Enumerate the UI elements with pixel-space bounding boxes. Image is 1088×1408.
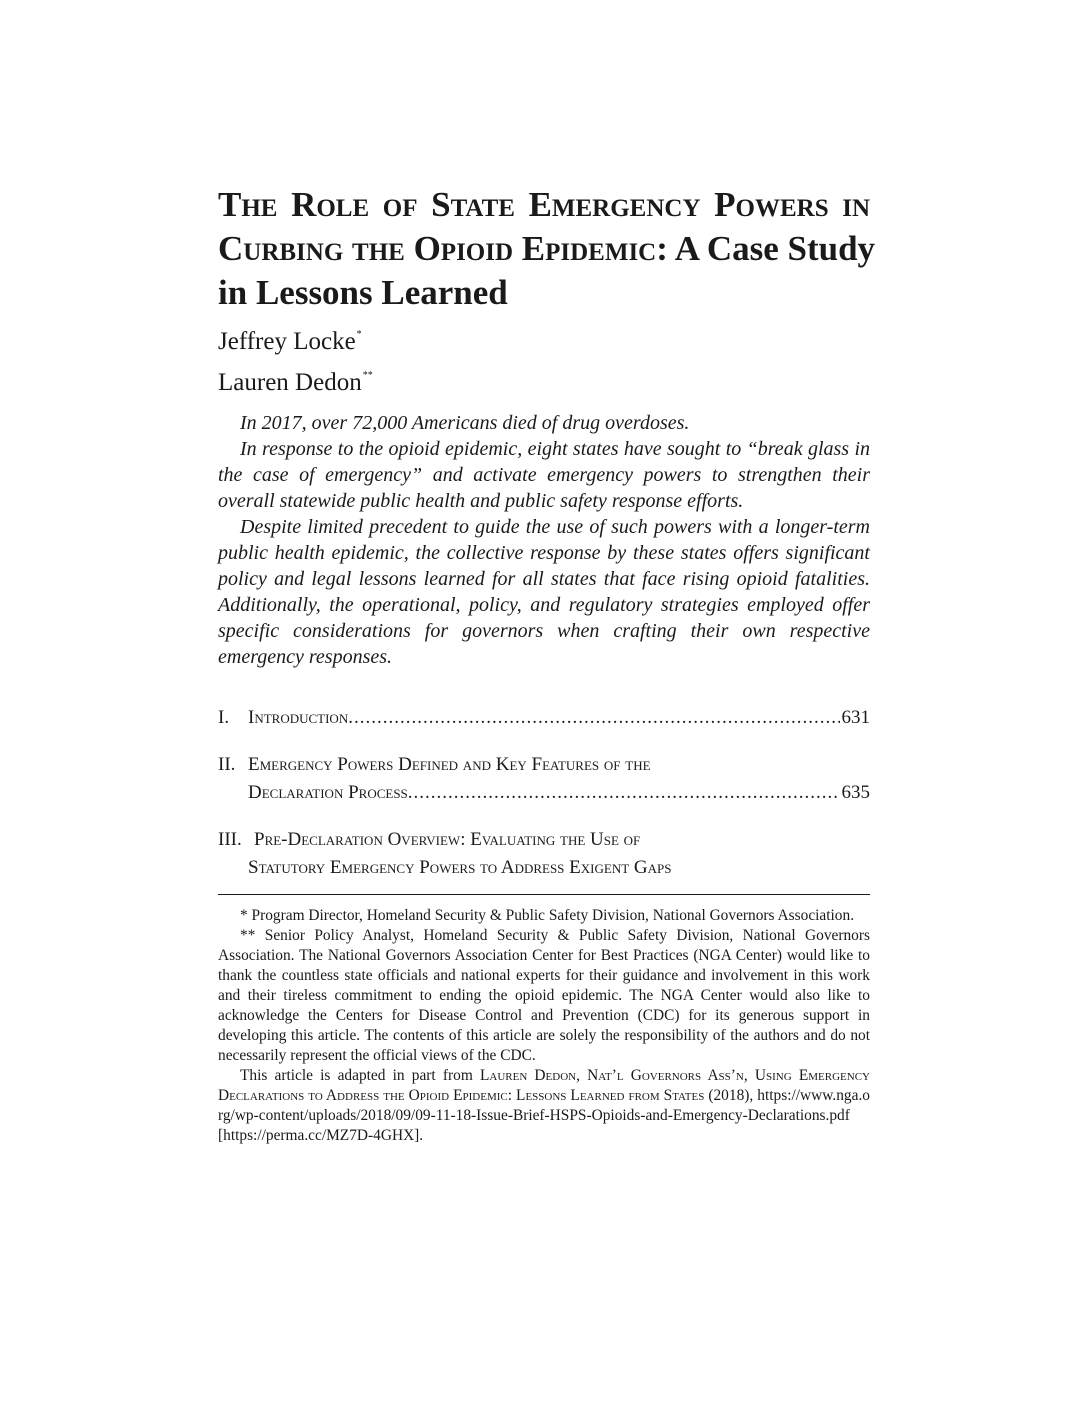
- toc-title-continued: Statutory Emergency Powers to Address Exigent Gaps: [248, 857, 672, 878]
- toc-title: Pre-Declaration Overview: Evaluating the Use of: [254, 829, 641, 850]
- title-line-3: in Lessons Learned: [218, 273, 508, 312]
- author-name: Jeffrey Locke: [218, 328, 356, 355]
- toc-entry-introduction: [218, 704, 870, 732]
- toc-entry-emergency-powers: [218, 751, 870, 807]
- author-list: [218, 318, 870, 400]
- abstract-paragraph: In 2017, over 72,000 Americans died of drug overdoses.: [240, 412, 690, 434]
- toc-title: Introduction: [248, 707, 349, 728]
- abstract-paragraph: Despite limited precedent to guide the use of such powers with a longer-term public health epidemic, the collective response by these states offers significant policy and legal lessons learned for all states that face rising opioid fatalities. Additionally, the operational, policy, and regulatory strategies employed offer specific considerations for governors when crafting their own respective emergency responses.: [218, 516, 870, 668]
- footnotes: [218, 906, 870, 1146]
- title-line-2: [218, 227, 876, 271]
- author-footnote-mark: *: [356, 329, 362, 340]
- title-line-2-rest: A Case Study: [667, 229, 876, 268]
- footnote-3-brief-title: Using Emergency Declarations to Address the Opioid Epidemic: Lessons Learned from States: [218, 1067, 870, 1104]
- title-line-1: The Role of State Emergency Powers in: [218, 185, 870, 224]
- author-name: Lauren Dedon: [218, 369, 362, 396]
- footnote-2: ** Senior Policy Analyst, Homeland Security & Public Safety Division, National Governors Association. The National Governors Association Center for Best Practices (NGA Center) would like to thank the countless state officials and national experts for their guidance and involvement in this work and their tireless commitment to ending the opioid epidemic. The NGA Center would also like to acknowledge the Centers for Disease Control and Prevention (CDC) for its generous support in developing this article. The contents of this article are solely the responsibility of the authors and do not necessarily represent the official views of the CDC.: [218, 927, 870, 1064]
- abstract-paragraph: In response to the opioid epidemic, eight states have sought to “break glass in the case of emergency” and activate emergency powers to strengthen their overall statewide public health and public safety response efforts.: [218, 438, 870, 512]
- footnote-3-url[interactable]: https://www.nga.org/wp-content/uploads/2018/09/09-11-18-Issue-Brief-HSPS-Opioids-and-Emergency-Declarations.pdf: [218, 1087, 870, 1124]
- author-footnote-mark: **: [362, 370, 373, 381]
- toc-page-number: 635: [841, 782, 870, 803]
- toc-leader: [348, 704, 839, 732]
- toc-title: Emergency Powers Defined and Key Features of the: [248, 754, 651, 775]
- article-title: [218, 183, 876, 315]
- toc-title-continued: Declaration Process: [248, 782, 408, 803]
- footnote-3-lead: This article is adapted in part from: [240, 1067, 480, 1084]
- toc-entry-pre-declaration: [218, 826, 870, 882]
- table-of-contents: [218, 704, 870, 901]
- toc-page-number: 631: [841, 707, 870, 728]
- title-line-2-smallcaps: Curbing the Opioid Epidemic:: [218, 229, 668, 268]
- footnote-3-author: Lauren Dedon: [479, 1067, 577, 1084]
- toc-leader: [408, 779, 840, 807]
- footnote-3-year: (2018),: [708, 1087, 754, 1104]
- author-2: [218, 359, 870, 400]
- footnote-3-org: Nat’l Governors Ass’n: [587, 1067, 744, 1084]
- abstract: [218, 410, 870, 670]
- author-1: [218, 318, 870, 359]
- toc-number: I.: [218, 707, 230, 728]
- footnote-3-perma[interactable]: [https://perma.cc/MZ7D-4GHX].: [218, 1127, 424, 1144]
- footnote-3: This article is adapted in part from Lauren Dedon, Nat’l Governors Ass’n, Using Emergency Declarations to Address the Opioid Epidemic: Lessons Learned from States (2018), https://www.nga.org/wp-content/uploads/2018/09/09-11-18-Issue-Brief-HSPS-Opioids-and-Emergency-Declarations.pdf [https://perma.cc/MZ7D-4GHX].: [218, 1067, 870, 1144]
- toc-number: II.: [218, 754, 236, 775]
- footnote-1: * Program Director, Homeland Security & Public Safety Division, National Governors Association.: [240, 907, 855, 924]
- toc-number: III.: [218, 829, 242, 850]
- footnote-separator: [218, 894, 870, 895]
